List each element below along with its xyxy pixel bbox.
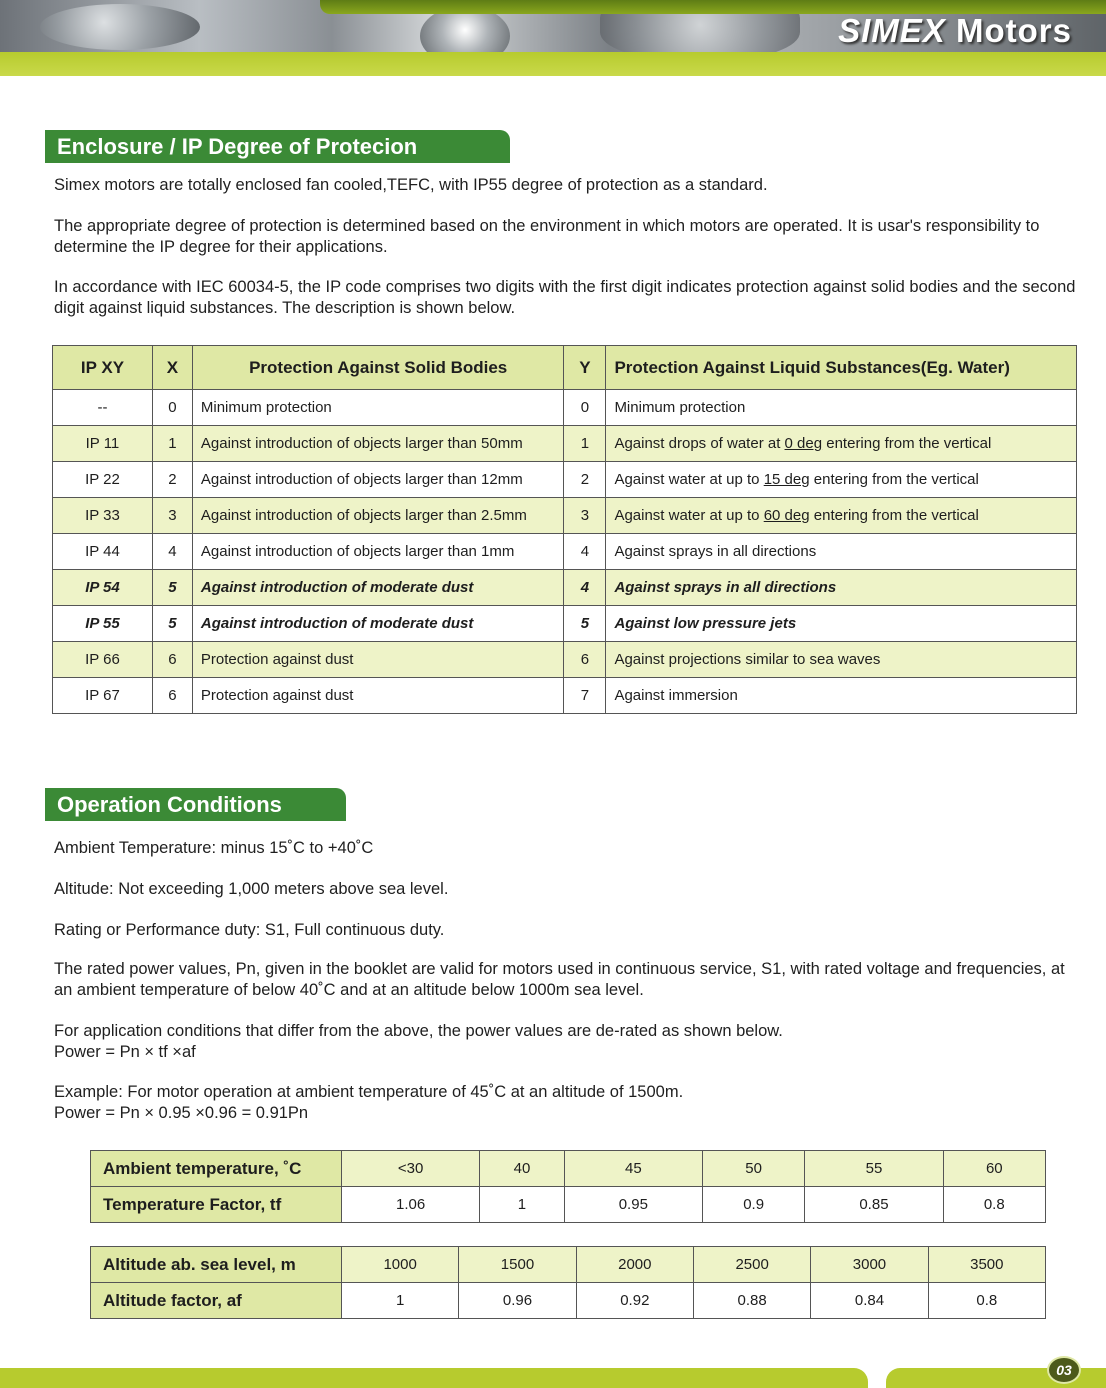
cell-y: 4 [564, 534, 606, 570]
cell-solid: Minimum protection [192, 390, 564, 426]
cell-liquid: Against water at up to 60 deg entering from the vertical [606, 498, 1077, 534]
table-row [53, 570, 1077, 606]
table-row [53, 498, 1077, 534]
operation-title: Operation Conditions [45, 788, 346, 821]
temp-value: 60 [943, 1151, 1045, 1187]
temp-value: 40 [480, 1151, 565, 1187]
table-row [53, 462, 1077, 498]
cell-liquid: Against sprays in all directions [606, 534, 1077, 570]
af-value: 0.84 [811, 1283, 928, 1319]
cell-ipxy: IP 55 [53, 606, 153, 642]
cell-ipxy: IP 44 [53, 534, 153, 570]
col-liquid: Protection Against Liquid Substances(Eg. Water) [606, 346, 1077, 390]
cell-liquid: Against projections similar to sea waves [606, 642, 1077, 678]
temperature-factor-table [90, 1150, 1046, 1223]
cell-x: 3 [152, 498, 192, 534]
af-value: 0.8 [928, 1283, 1045, 1319]
table-row [53, 390, 1077, 426]
cell-x: 2 [152, 462, 192, 498]
cell-solid: Protection against dust [192, 642, 564, 678]
brand-simex: SIMEX [838, 12, 946, 49]
col-y: Y [564, 346, 606, 390]
table-row [53, 678, 1077, 714]
altitude-value: 2500 [693, 1247, 810, 1283]
example-text: Example: For motor operation at ambient temperature of 45˚C at an altitude of 1500m. [54, 1083, 684, 1101]
cell-y: 5 [564, 606, 606, 642]
motor-photo [40, 4, 200, 50]
cell-liquid: Against water at up to 15 deg entering from the vertical [606, 462, 1077, 498]
enclosure-title: Enclosure / IP Degree of Protecion [45, 130, 510, 163]
altitude-value: 3000 [811, 1247, 928, 1283]
tf-value: 0.85 [805, 1187, 943, 1223]
col-ipxy: IP XY [53, 346, 153, 390]
temp-value: 45 [564, 1151, 702, 1187]
table-row [53, 426, 1077, 462]
cell-liquid: Against drops of water at 0 deg entering from the vertical [606, 426, 1077, 462]
brand-logo [838, 12, 1072, 50]
cell-solid: Against introduction of objects larger than 2.5mm [192, 498, 564, 534]
cell-x: 1 [152, 426, 192, 462]
enclosure-para-1: Simex motors are totally enclosed fan cooled,TEFC, with IP55 degree of protection as a standard. [54, 176, 768, 194]
temp-label: Ambient temperature, ˚C [91, 1151, 342, 1187]
af-value: 0.88 [693, 1283, 810, 1319]
cell-solid: Against introduction of moderate dust [192, 570, 564, 606]
cell-ipxy: IP 54 [53, 570, 153, 606]
table-row [53, 606, 1077, 642]
tf-value: 1.06 [342, 1187, 480, 1223]
tf-value: 0.95 [564, 1187, 702, 1223]
ip-degree-table [52, 345, 1077, 714]
temp-value: 55 [805, 1151, 943, 1187]
cell-ipxy: IP 66 [53, 642, 153, 678]
tf-value: 1 [480, 1187, 565, 1223]
example-formula: Power = Pn × 0.95 ×0.96 = 0.91Pn [54, 1104, 309, 1122]
derate-text: For application conditions that differ from the above, the power values are de-rated as shown below. [54, 1022, 783, 1040]
cell-x: 4 [152, 534, 192, 570]
table-row [53, 642, 1077, 678]
page-number: 03 [1047, 1356, 1081, 1384]
af-label: Altitude factor, af [91, 1283, 342, 1319]
cell-y: 7 [564, 678, 606, 714]
table-row [53, 534, 1077, 570]
altitude-text: Altitude: Not exceeding 1,000 meters above sea level. [54, 880, 449, 898]
cell-ipxy: IP 33 [53, 498, 153, 534]
temp-value: 50 [702, 1151, 804, 1187]
table-header-row [53, 346, 1077, 390]
altitude-label: Altitude ab. sea level, m [91, 1247, 342, 1283]
temp-value: <30 [342, 1151, 480, 1187]
af-value: 1 [342, 1283, 459, 1319]
ambient-text: Ambient Temperature: minus 15˚C to +40˚C [54, 839, 374, 857]
brand-motors: Motors [956, 12, 1072, 49]
table-row [91, 1247, 1046, 1283]
table-row [91, 1187, 1046, 1223]
cell-y: 4 [564, 570, 606, 606]
cell-ipxy: -- [53, 390, 153, 426]
tf-value: 0.9 [702, 1187, 804, 1223]
header-banner [0, 0, 1106, 52]
cell-solid: Against introduction of objects larger than 12mm [192, 462, 564, 498]
cell-x: 5 [152, 606, 192, 642]
duty-text: Rating or Performance duty: S1, Full continuous duty. [54, 921, 445, 939]
col-x: X [152, 346, 192, 390]
af-value: 0.92 [576, 1283, 693, 1319]
af-value: 0.96 [459, 1283, 576, 1319]
cell-x: 0 [152, 390, 192, 426]
col-solid: Protection Against Solid Bodies [192, 346, 564, 390]
cell-y: 0 [564, 390, 606, 426]
cell-solid: Against introduction of objects larger than 1mm [192, 534, 564, 570]
rated-power-text: The rated power values, Pn, given in the booklet are valid for motors used in continuous service, S1, with rated voltage and frequencies, at an ambient temperature of below 40˚C and at an altitude below 1000m sea level. [54, 960, 1065, 999]
cell-x: 5 [152, 570, 192, 606]
tf-label: Temperature Factor, tf [91, 1187, 342, 1223]
table-row [91, 1283, 1046, 1319]
altitude-value: 1500 [459, 1247, 576, 1283]
altitude-value: 3500 [928, 1247, 1045, 1283]
cell-solid: Against introduction of moderate dust [192, 606, 564, 642]
cell-x: 6 [152, 642, 192, 678]
cell-liquid: Minimum protection [606, 390, 1077, 426]
cell-y: 6 [564, 642, 606, 678]
footer-green-bar [0, 1368, 868, 1388]
altitude-value: 2000 [576, 1247, 693, 1283]
enclosure-para-2: The appropriate degree of protection is determined based on the environment in which motors are operated. It is usar's responsibility to determine the IP degree for their applications. [54, 217, 1040, 256]
cell-y: 1 [564, 426, 606, 462]
cell-y: 3 [564, 498, 606, 534]
cell-ipxy: IP 11 [53, 426, 153, 462]
altitude-factor-table [90, 1246, 1046, 1319]
cell-liquid: Against low pressure jets [606, 606, 1077, 642]
derate-formula: Power = Pn × tf ×af [54, 1043, 196, 1061]
header-green-bar [0, 52, 1106, 76]
cell-solid: Against introduction of objects larger than 50mm [192, 426, 564, 462]
cell-ipxy: IP 67 [53, 678, 153, 714]
tf-value: 0.8 [943, 1187, 1045, 1223]
enclosure-para-3: In accordance with IEC 60034-5, the IP code comprises two digits with the first digit indicates protection against solid bodies and the second digit against liquid substances. The description is shown below. [54, 278, 1076, 317]
altitude-value: 1000 [342, 1247, 459, 1283]
cell-solid: Protection against dust [192, 678, 564, 714]
table-row [91, 1151, 1046, 1187]
cell-liquid: Against immersion [606, 678, 1077, 714]
cell-liquid: Against sprays in all directions [606, 570, 1077, 606]
cell-x: 6 [152, 678, 192, 714]
cell-ipxy: IP 22 [53, 462, 153, 498]
cell-y: 2 [564, 462, 606, 498]
